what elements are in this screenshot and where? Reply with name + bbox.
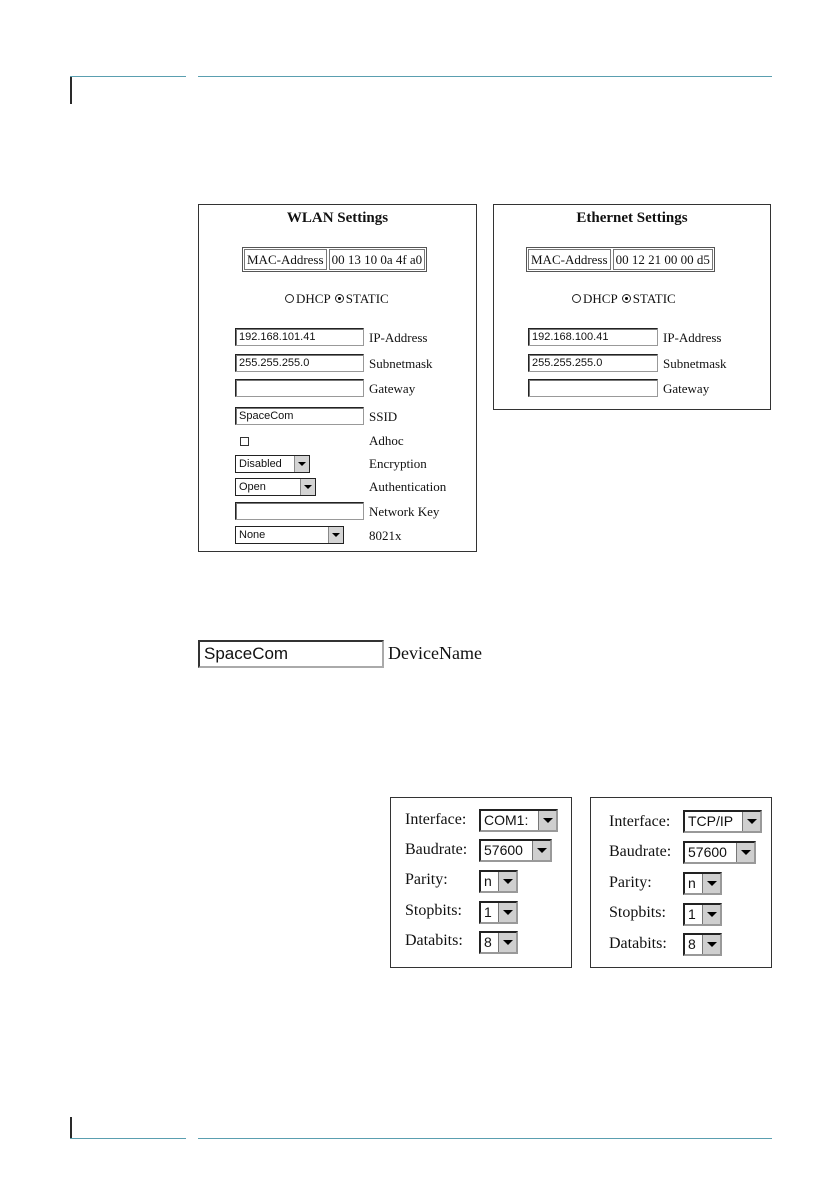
wlan-subnet-label: Subnetmask xyxy=(369,356,433,371)
wlan-adhoc-label: Adhoc xyxy=(369,433,404,448)
wlan-ip-mode xyxy=(285,291,389,307)
stopbits-value: 1 xyxy=(688,906,696,922)
wlan-static-radio[interactable] xyxy=(335,294,344,303)
device-name-input[interactable]: SpaceCom xyxy=(198,640,384,668)
wlan-ssid-input[interactable]: SpaceCom xyxy=(235,407,364,425)
wlan-settings-title: WLAN Settings xyxy=(286,210,389,226)
baudrate-value: 57600 xyxy=(688,844,727,860)
baudrate-value: 57600 xyxy=(484,842,523,858)
databits-select[interactable] xyxy=(479,931,518,954)
parity-select[interactable] xyxy=(683,872,722,895)
wlan-dhcp-radio[interactable] xyxy=(285,294,294,303)
bottom-margin-mark xyxy=(70,1117,72,1139)
wlan-subnet-input[interactable]: 255.255.255.0 xyxy=(235,354,364,372)
wlan-auth-label: Authentication xyxy=(369,479,447,494)
bottom-rule-short xyxy=(70,1138,186,1139)
interface-label: Interface: xyxy=(405,811,467,828)
wlan-auth-value: Open xyxy=(239,481,266,493)
wlan-encryption-value: Disabled xyxy=(239,458,282,470)
top-rule-short xyxy=(70,76,186,77)
chevron-down-icon[interactable] xyxy=(702,905,720,924)
wlan-mac-value: 00 13 10 0a 4f a0 xyxy=(329,249,426,270)
baudrate-select[interactable] xyxy=(683,841,756,864)
parity-select[interactable] xyxy=(479,870,518,893)
baudrate-label: Baudrate: xyxy=(609,843,672,860)
chevron-down-icon[interactable] xyxy=(300,479,315,495)
stopbits-value: 1 xyxy=(484,904,492,920)
ethernet-dhcp-radio[interactable] xyxy=(572,294,581,303)
wlan-netkey-label: Network Key xyxy=(369,504,440,519)
databits-label: Databits: xyxy=(405,932,463,949)
interface-value: COM1: xyxy=(484,812,529,828)
chevron-down-icon[interactable] xyxy=(498,872,516,891)
ethernet-mac-value: 00 12 21 00 00 d5 xyxy=(613,249,713,270)
wlan-8021x-select[interactable] xyxy=(235,526,344,544)
ethernet-gateway-input[interactable] xyxy=(528,379,658,397)
ethernet-static-label: STATIC xyxy=(632,291,676,306)
ethernet-dhcp-label: DHCP xyxy=(583,291,618,306)
chevron-down-icon[interactable] xyxy=(498,933,516,952)
stopbits-select[interactable] xyxy=(683,903,722,926)
parity-value: n xyxy=(484,873,492,889)
ethernet-mac-address xyxy=(526,247,715,272)
stopbits-label: Stopbits: xyxy=(609,904,666,921)
bottom-rule-long xyxy=(198,1138,772,1139)
chevron-down-icon[interactable] xyxy=(702,874,720,893)
ethernet-ip-label: IP-Address xyxy=(663,330,722,345)
wlan-ip-input[interactable]: 192.168.101.41 xyxy=(235,328,364,346)
databits-select[interactable] xyxy=(683,933,722,956)
parity-label: Parity: xyxy=(405,871,448,888)
ethernet-ip-input[interactable]: 192.168.100.41 xyxy=(528,328,658,346)
stopbits-label: Stopbits: xyxy=(405,902,462,919)
ethernet-subnet-label: Subnetmask xyxy=(663,356,727,371)
databits-value: 8 xyxy=(688,936,696,952)
ethernet-gateway-label: Gateway xyxy=(663,381,710,396)
wlan-ip-label: IP-Address xyxy=(369,330,428,345)
chevron-down-icon[interactable] xyxy=(702,935,720,954)
wlan-netkey-input[interactable] xyxy=(235,502,364,520)
chevron-down-icon[interactable] xyxy=(294,456,309,472)
baudrate-label: Baudrate: xyxy=(405,841,468,858)
chevron-down-icon[interactable] xyxy=(498,903,516,922)
wlan-mac-label: MAC-Address xyxy=(244,249,327,270)
device-name-label: DeviceName xyxy=(388,643,482,663)
top-margin-mark xyxy=(70,76,72,104)
serial-settings-panel-right xyxy=(590,797,772,968)
interface-value: TCP/IP xyxy=(688,813,734,829)
ethernet-mac-label: MAC-Address xyxy=(528,249,611,270)
ethernet-static-radio[interactable] xyxy=(622,294,631,303)
wlan-gateway-input[interactable] xyxy=(235,379,364,397)
wlan-adhoc-checkbox[interactable] xyxy=(240,437,249,446)
top-rule-long xyxy=(198,76,772,77)
ethernet-ip-mode xyxy=(572,291,676,307)
parity-label: Parity: xyxy=(609,874,652,891)
wlan-mac-address xyxy=(242,247,427,272)
interface-label: Interface: xyxy=(609,813,671,830)
chevron-down-icon[interactable] xyxy=(532,841,550,860)
chevron-down-icon[interactable] xyxy=(538,811,556,830)
wlan-8021x-label: 8021x xyxy=(369,528,402,543)
wlan-dhcp-label: DHCP xyxy=(296,291,331,306)
chevron-down-icon[interactable] xyxy=(736,843,754,862)
interface-select[interactable] xyxy=(479,809,558,832)
wlan-auth-select[interactable] xyxy=(235,478,316,496)
ethernet-settings-panel xyxy=(493,204,771,410)
chevron-down-icon[interactable] xyxy=(328,527,343,543)
wlan-ssid-label: SSID xyxy=(369,409,398,424)
ethernet-settings-title: Ethernet Settings xyxy=(576,210,688,226)
databits-value: 8 xyxy=(484,934,492,950)
interface-select[interactable] xyxy=(683,810,762,833)
wlan-gateway-label: Gateway xyxy=(369,381,416,396)
stopbits-select[interactable] xyxy=(479,901,518,924)
ethernet-subnet-input[interactable]: 255.255.255.0 xyxy=(528,354,658,372)
baudrate-select[interactable] xyxy=(479,839,552,862)
serial-settings-panel-left xyxy=(390,797,572,968)
wlan-8021x-value: None xyxy=(239,529,266,541)
parity-value: n xyxy=(688,875,696,891)
databits-label: Databits: xyxy=(609,935,667,952)
wlan-encryption-select[interactable] xyxy=(235,455,310,473)
wlan-static-label: STATIC xyxy=(345,291,389,306)
chevron-down-icon[interactable] xyxy=(742,812,760,831)
wlan-encryption-label: Encryption xyxy=(369,456,427,471)
wlan-settings-panel xyxy=(198,204,477,552)
